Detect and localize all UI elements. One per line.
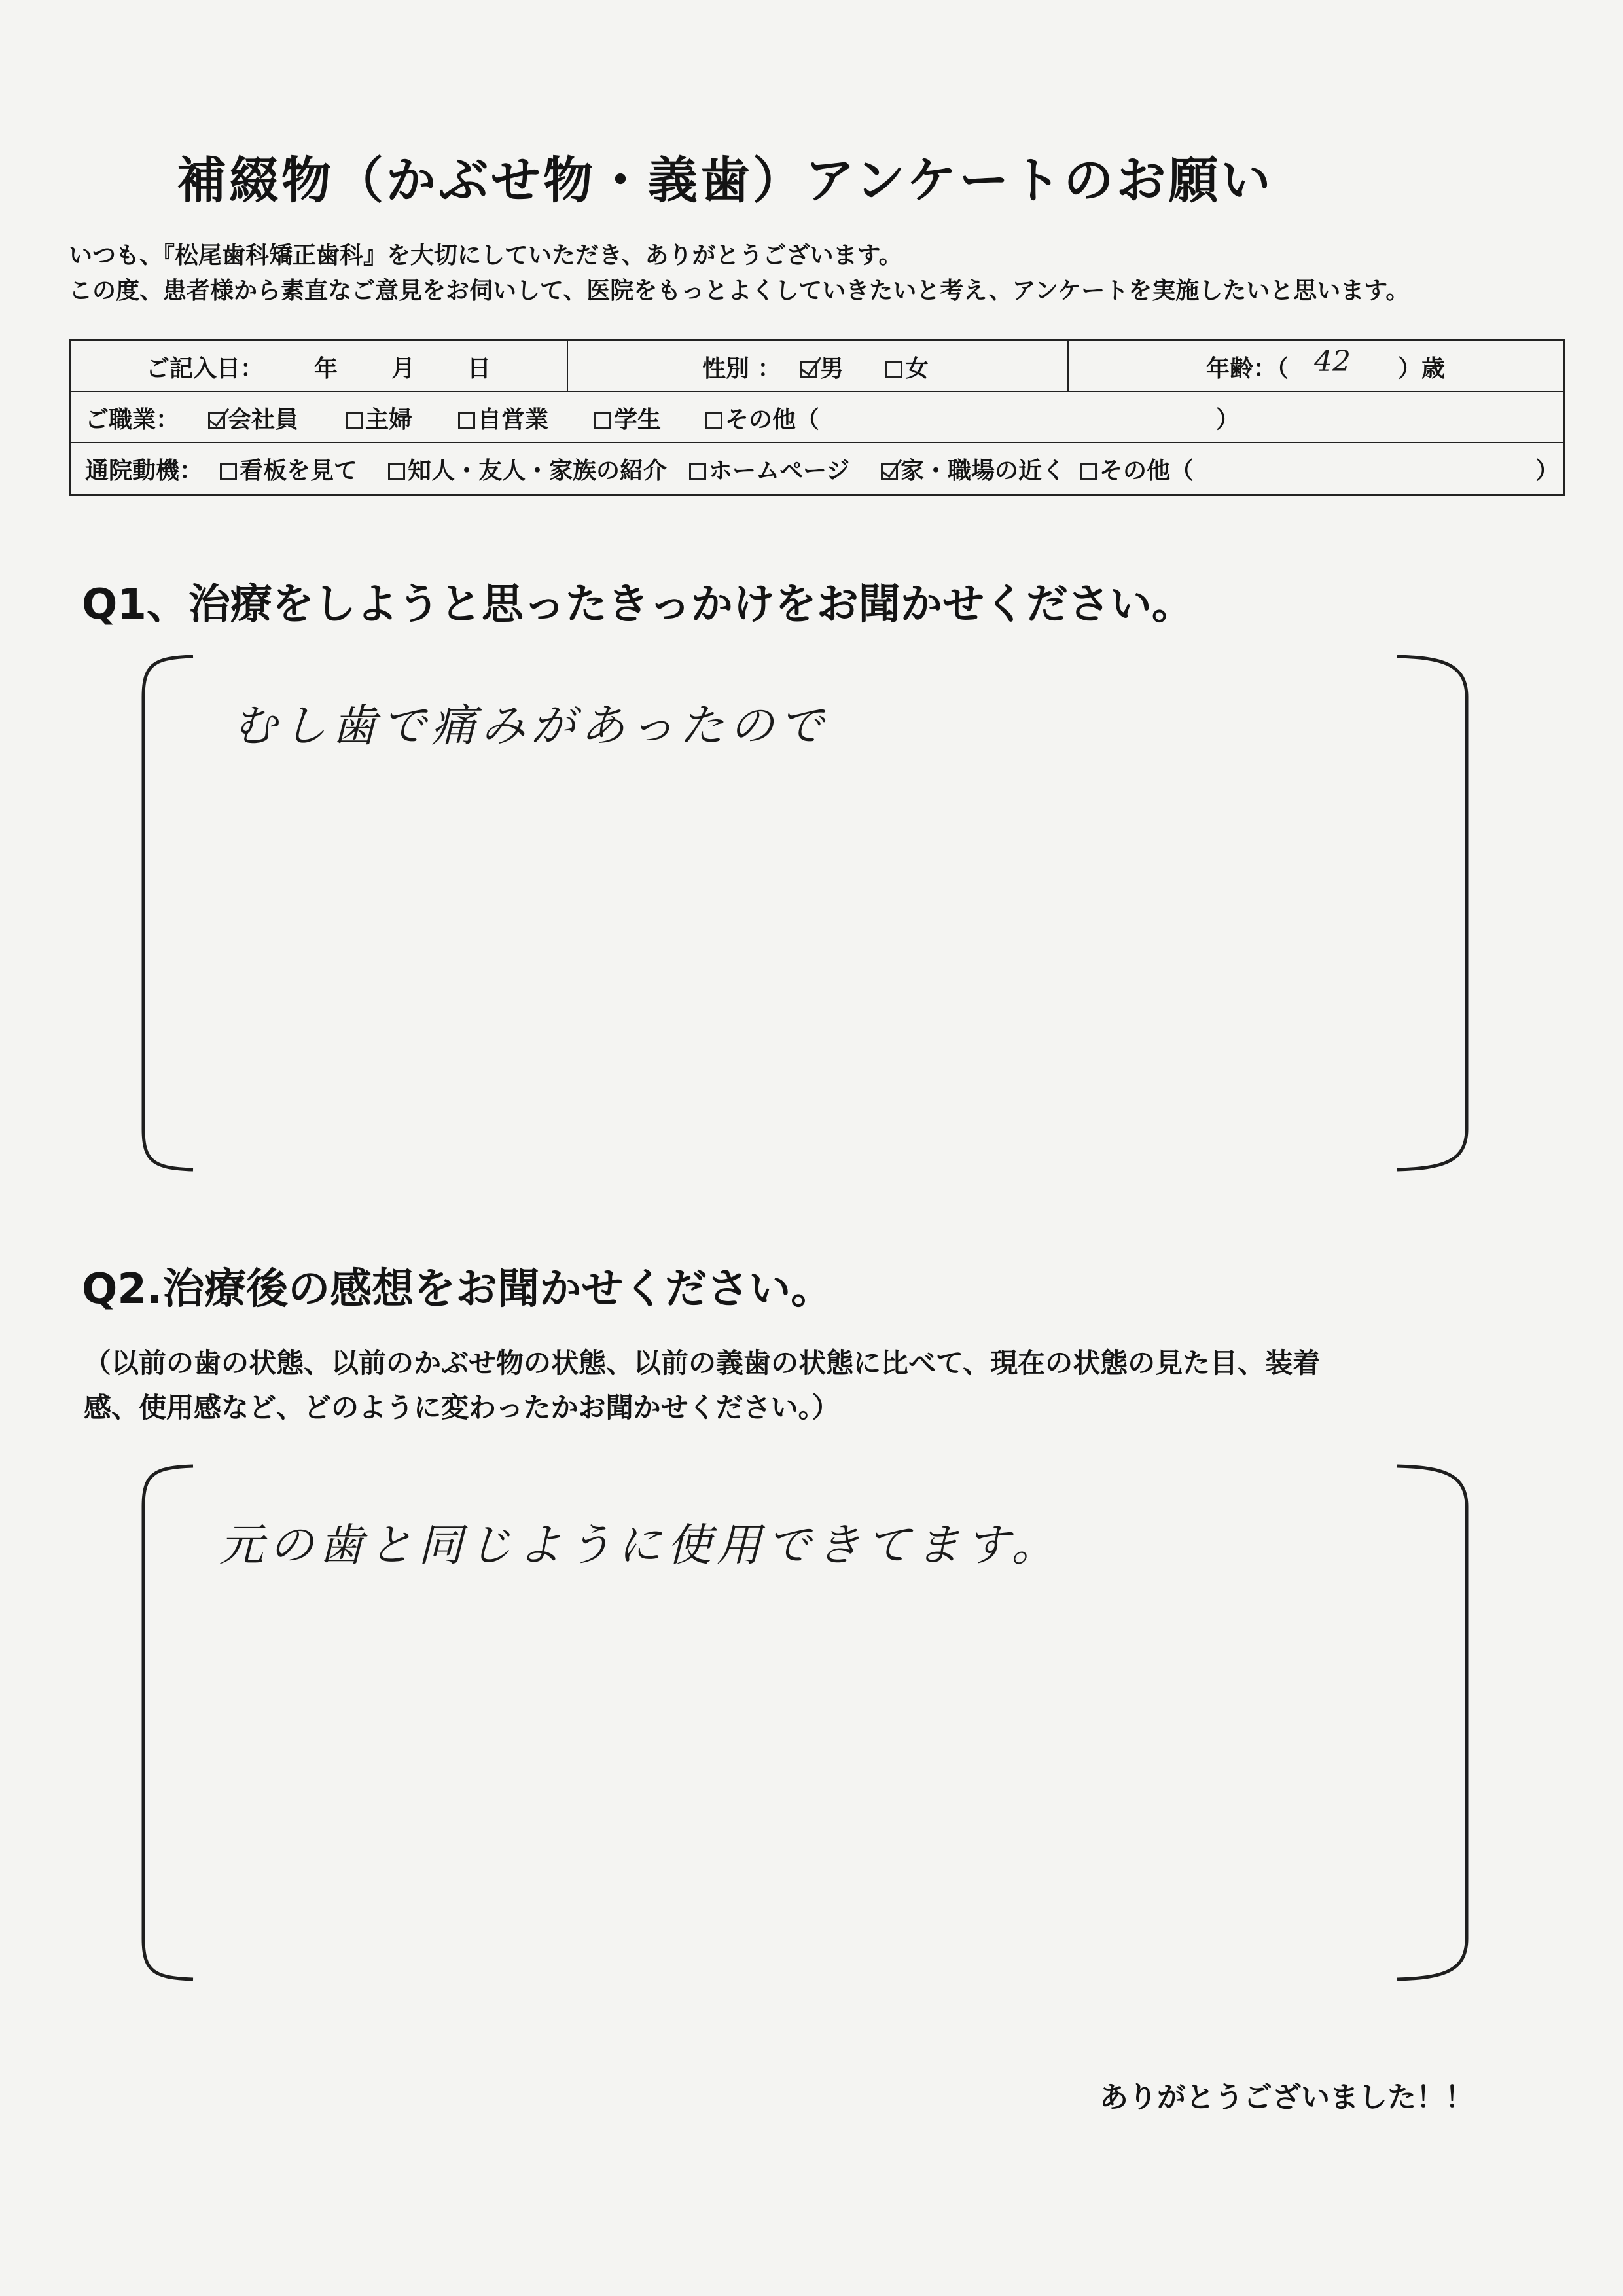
closing-thanks: ありがとうございました！！ <box>1099 2081 1474 2114</box>
checkbox-checked-icon <box>208 412 225 429</box>
occupation-option-employee[interactable]: 会社員 <box>208 401 298 435</box>
motive-option-other[interactable]: その他（ <box>1080 452 1194 486</box>
motive-option-near-home-work[interactable]: 家・職場の近く <box>881 452 1065 486</box>
motive-label: 通院動機： <box>85 457 204 484</box>
answer-box-1[interactable] <box>134 651 1469 1175</box>
gender-label: 性別 ： <box>702 355 781 382</box>
gender-option-female[interactable]: 女 <box>885 350 929 384</box>
checkbox-icon <box>346 412 363 429</box>
checkbox-icon <box>885 361 902 378</box>
motive-option-referral[interactable]: 知人・友人・家族の紹介 <box>388 452 667 486</box>
gender-option-male[interactable]: 男 <box>800 350 844 384</box>
checkbox-checked-icon <box>881 463 898 480</box>
age-label: 年齢：（ <box>1206 355 1289 382</box>
motive-other-close: ） <box>1535 457 1560 484</box>
answer-box-2[interactable] <box>134 1461 1469 1984</box>
occupation-option-student[interactable]: 学生 <box>594 401 661 435</box>
question-2-note-line-1: （以前の歯の状態、以前のかぶせ物の状態、以前の義歯の状態に比べて、現在の状態の見た目、装着 <box>84 1347 1321 1379</box>
checkbox-icon <box>458 412 475 429</box>
intro-line-1: いつも、『松尾歯科矯正歯科』を大切にしていただき、ありがとうございます。 <box>69 242 902 269</box>
occupation-option-self-employed[interactable]: 自営業 <box>458 401 548 435</box>
checkbox-icon <box>705 412 722 429</box>
month-label: 月 <box>391 355 416 382</box>
age-suffix: ）歳 <box>1398 355 1446 382</box>
info-row-occupation <box>71 392 1563 443</box>
info-row-motive <box>71 443 1563 494</box>
answer-1-text: むし歯で痛みがあったので <box>232 700 829 752</box>
checkbox-icon <box>388 463 405 480</box>
page-title: 補綴物（かぶせ物・義歯）アンケートのお願い <box>177 151 1274 209</box>
occupation-label: ご職業： <box>85 406 180 433</box>
info-row-date-gender-age <box>71 341 1563 392</box>
cell-divider <box>567 341 568 391</box>
occupation-other-close: ） <box>1216 406 1240 433</box>
checkbox-icon <box>594 412 611 429</box>
cell-divider <box>1067 341 1069 391</box>
date-label: ご記入日： <box>146 355 264 382</box>
motive-option-signboard[interactable]: 看板を見て <box>220 452 357 486</box>
motive-option-homepage[interactable]: ホームページ <box>689 452 849 486</box>
occupation-option-housewife[interactable]: 主婦 <box>346 401 412 435</box>
question-2: Q2.治療後の感想をお聞かせください。 <box>82 1265 833 1314</box>
checkbox-checked-icon <box>800 361 817 378</box>
checkbox-icon <box>220 463 237 480</box>
checkbox-icon <box>689 463 706 480</box>
checkbox-icon <box>1080 463 1097 480</box>
patient-info-table <box>69 339 1565 496</box>
year-label: 年 <box>314 355 338 382</box>
intro-line-2: この度、患者様から素直なご意見をお伺いして、医院をもっとよくしていきたいと考え、アンケートを実施したいと思います。 <box>69 278 1410 304</box>
age-value: 42 <box>1314 345 1351 378</box>
answer-2-text: 元の歯と同じように使用できてます。 <box>219 1520 1061 1571</box>
question-1: Q1、治療をしようと思ったきっかけをお聞かせください。 <box>82 581 1194 629</box>
question-2-note-line-2: 感、使用感など、どのように変わったかお聞かせください。） <box>84 1391 840 1424</box>
occupation-option-other[interactable]: その他（ <box>705 401 819 435</box>
day-label: 日 <box>467 355 491 382</box>
